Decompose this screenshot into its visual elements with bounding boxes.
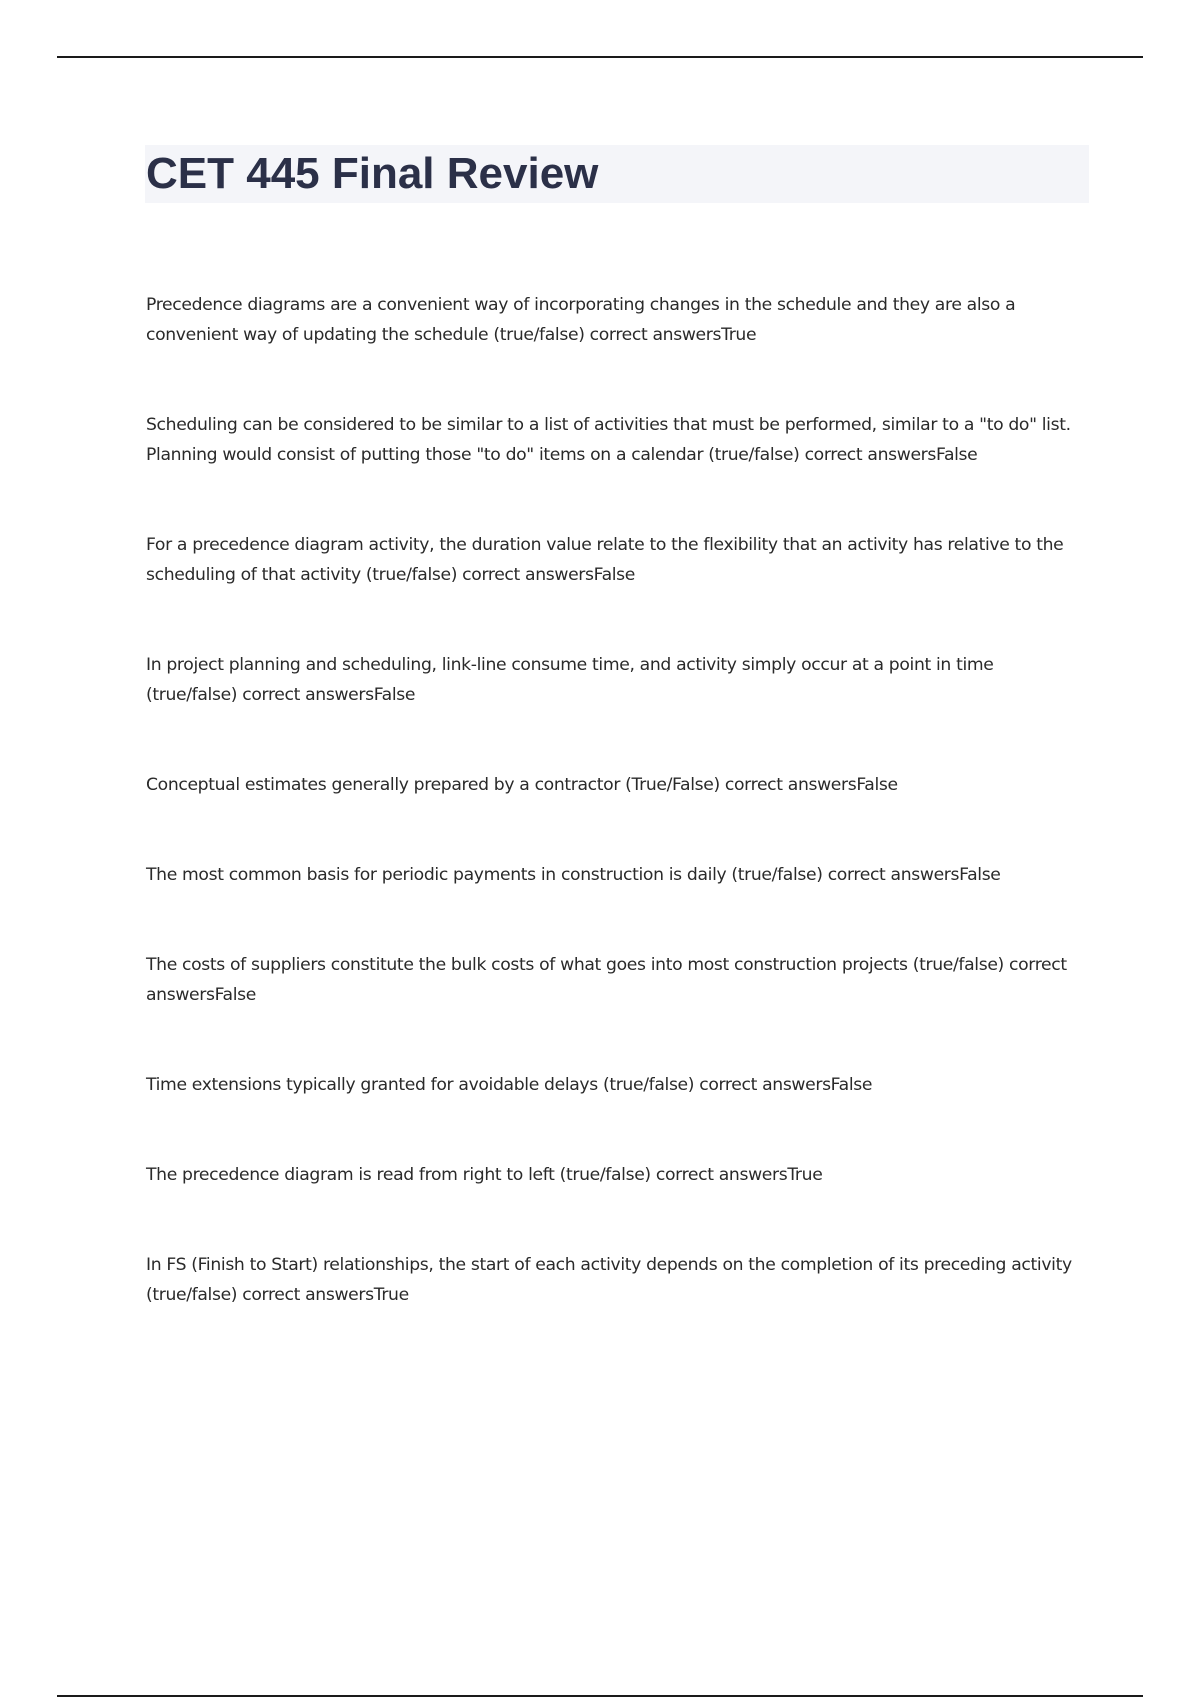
header-rule <box>57 56 1143 58</box>
page-title: CET 445 Final Review <box>146 149 599 198</box>
question-item-10: In FS (Finish to Start) relationships, the start of each activity depends on the completion of its preceding activity (true/false) correct answersTrue <box>146 1255 1072 1305</box>
question-item-1: Precedence diagrams are a convenient way of incorporating changes in the schedule and they are also a convenient way of updating the schedule (true/false) correct answersTrue <box>146 295 1016 345</box>
question-item-7: The costs of suppliers constitute the bulk costs of what goes into most construction projects (true/false) correct answersFalse <box>146 955 1067 1005</box>
question-list <box>146 290 1086 1310</box>
question-item-2: Scheduling can be considered to be similar to a list of activities that must be performed, similar to a "to do" list. Planning would consist of putting those "to do" items on a calendar (true/false) correct answersFalse <box>146 415 1071 465</box>
question-item-9: The precedence diagram is read from right to left (true/false) correct answersTrue <box>146 1165 823 1185</box>
question-item-3: For a precedence diagram activity, the duration value relate to the flexibility that an activity has relative to the scheduling of that activity (true/false) correct answersFalse <box>146 535 1064 585</box>
question-item-8: Time extensions typically granted for avoidable delays (true/false) correct answersFalse <box>146 1075 873 1095</box>
question-item-4: In project planning and scheduling, link-line consume time, and activity simply occur at a point in time (true/false) correct answersFalse <box>146 655 994 705</box>
footer-rule <box>57 1695 1143 1697</box>
question-item-6: The most common basis for periodic payments in construction is daily (true/false) correct answersFalse <box>146 865 1001 885</box>
question-item-5: Conceptual estimates generally prepared by a contractor (True/False) correct answersFalse <box>146 775 898 795</box>
